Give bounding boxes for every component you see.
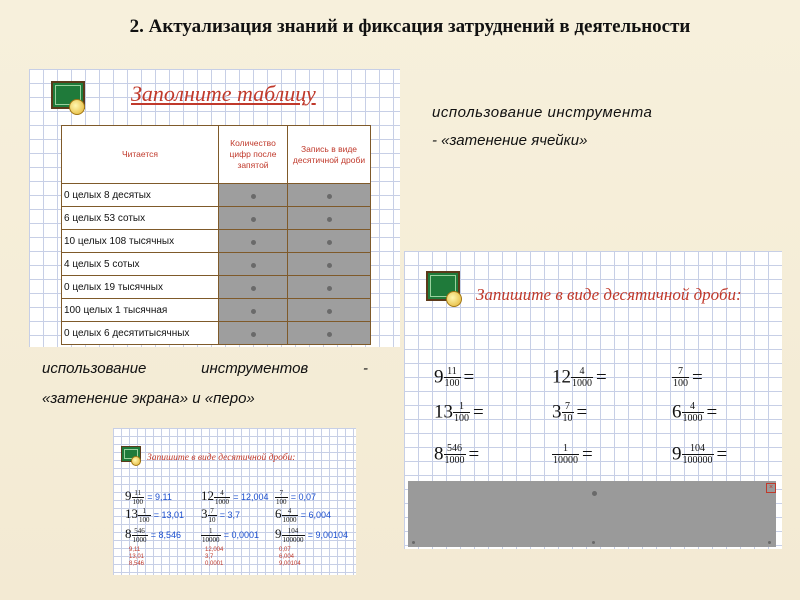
slide-heading: Заполните таблицу	[131, 81, 316, 106]
equals-sign: =	[463, 366, 475, 388]
denominator: 100000	[282, 535, 304, 544]
numerator: 4	[682, 401, 704, 413]
fraction	[682, 443, 714, 466]
equals-sign: =	[582, 443, 593, 465]
pen-answer: = 6,004	[300, 510, 332, 521]
whole-part: 3	[201, 506, 208, 521]
fraction	[282, 507, 298, 524]
fraction-exercise	[552, 366, 607, 389]
fraction	[682, 401, 704, 424]
row-reads: 0 целых 8 десятых	[62, 184, 219, 207]
fraction-exercise	[201, 526, 259, 544]
denominator: 100000	[682, 455, 713, 467]
table-row	[62, 299, 371, 322]
table-row	[62, 253, 371, 276]
pen-answer: = 0,0001	[223, 530, 260, 541]
slide-decimal-exercise	[404, 251, 782, 549]
denominator: 10	[208, 515, 216, 524]
shaded-cell[interactable]	[219, 207, 288, 230]
fraction	[275, 489, 288, 506]
shaded-cell[interactable]	[288, 276, 371, 299]
note-cell-shading: использование инструмента - «затенение ячейки»	[432, 104, 653, 149]
lightbulb-icon	[69, 99, 85, 115]
slide-pen-answers	[113, 428, 356, 575]
lightbulb-icon	[131, 456, 141, 466]
row-reads: 6 целых 53 сотых	[62, 207, 219, 230]
table-row	[62, 207, 371, 230]
fraction-exercise	[552, 401, 587, 424]
shaded-cell[interactable]	[219, 253, 288, 276]
fraction-exercise	[552, 443, 593, 466]
whole-part: 9	[275, 526, 282, 541]
fraction-exercise	[275, 526, 348, 544]
numerator: 1	[138, 507, 151, 516]
denominator: 1000	[682, 413, 703, 425]
numerator: 4	[571, 366, 593, 378]
fraction-exercise	[275, 488, 316, 506]
whole-part: 12	[201, 488, 214, 503]
fraction	[444, 366, 461, 389]
pen-answer: = 9,00104	[307, 530, 349, 541]
page-title: 2. Актуализация знаний и фиксация затруднений в деятельности	[129, 16, 691, 37]
pen-answer: = 9,11	[147, 492, 172, 503]
whole-part: 8	[125, 526, 132, 541]
denominator: 10	[562, 413, 573, 425]
fraction	[214, 489, 230, 506]
shaded-cell[interactable]	[219, 230, 288, 253]
fraction-exercise	[672, 366, 703, 389]
numerator: 1	[552, 443, 579, 455]
shaded-cell[interactable]	[288, 299, 371, 322]
numerator: 7	[672, 366, 689, 378]
denominator: 1000	[215, 497, 229, 506]
fraction-exercise	[125, 488, 172, 506]
slide-fill-table	[29, 69, 400, 347]
denominator: 1000	[444, 455, 465, 467]
denominator: 100	[444, 378, 460, 390]
header-digits: Количество цифр после запятой	[219, 126, 288, 184]
table-row	[62, 184, 371, 207]
denominator: 10000	[553, 455, 578, 467]
denominator: 1000	[282, 515, 297, 524]
fraction-exercise	[125, 506, 184, 524]
denominator: 100	[139, 515, 150, 524]
fraction-exercise	[434, 366, 474, 389]
fraction	[132, 527, 148, 544]
row-reads: 100 целых 1 тысячная	[62, 299, 219, 322]
whole-part: 9	[125, 488, 132, 503]
shaded-cell[interactable]	[288, 253, 371, 276]
whole-part: 9	[434, 366, 444, 388]
fraction	[672, 366, 689, 389]
fraction-exercise	[672, 443, 727, 466]
fraction	[282, 527, 305, 544]
numerator: 546	[132, 527, 148, 536]
fraction	[208, 507, 217, 524]
fraction-exercise	[434, 401, 484, 424]
shaded-cell[interactable]	[288, 230, 371, 253]
shaded-cell[interactable]	[288, 207, 371, 230]
numerator: 104	[682, 443, 714, 455]
row-reads: 0 целых 19 тысячных	[62, 276, 219, 299]
numerator: 1	[453, 401, 470, 413]
row-reads: 0 целых 6 десятитысячных	[62, 322, 219, 345]
lightbulb-icon	[446, 291, 462, 307]
fraction	[552, 443, 579, 466]
numerator: 104	[282, 527, 305, 536]
numerator: 7	[562, 401, 574, 413]
table-row	[62, 322, 371, 345]
slide-heading: Запишите в виде десятичной дроби:	[476, 285, 742, 304]
equals-sign: =	[468, 443, 480, 465]
denominator: 1000	[572, 378, 592, 390]
fraction	[453, 401, 470, 424]
shaded-cell[interactable]	[288, 184, 371, 207]
denominator: 1000	[132, 535, 147, 544]
numerator: 546	[444, 443, 466, 455]
table-row	[62, 230, 371, 253]
equals-sign: =	[692, 366, 703, 388]
pen-answer: = 3,7	[219, 510, 241, 521]
table-row	[62, 276, 371, 299]
whole-part: 13	[125, 506, 138, 521]
fraction	[571, 366, 593, 389]
row-reads: 10 целых 108 тысячных	[62, 230, 219, 253]
denominator: 100	[132, 497, 143, 506]
fraction	[138, 507, 151, 524]
fraction	[444, 443, 466, 466]
fraction-exercise	[201, 506, 240, 524]
answers-column: 0,07 6,004 9,00104	[279, 547, 301, 567]
fraction	[562, 401, 574, 424]
answers-column: 9,11 13,01 8,546	[129, 547, 145, 567]
numerator: 11	[132, 489, 145, 498]
denominator: 100	[454, 413, 469, 425]
equals-sign: =	[716, 443, 728, 465]
note-screen-shading-pen: использование инструментов - «затенение экрана» и «перо»	[42, 360, 368, 407]
equals-sign: =	[473, 401, 484, 423]
shaded-cell[interactable]	[219, 322, 288, 345]
shaded-cell[interactable]	[219, 276, 288, 299]
answers-column: 12,004 3,7 0,0001	[205, 547, 224, 567]
whole-part: 9	[672, 443, 682, 465]
fraction-exercise	[125, 526, 181, 544]
pen-answer: = 12,004	[233, 492, 269, 503]
screen-shade[interactable]	[408, 481, 776, 547]
shaded-cell[interactable]	[219, 184, 288, 207]
shaded-cell[interactable]	[219, 299, 288, 322]
fraction-exercise	[434, 443, 479, 466]
numerator: 7	[208, 507, 217, 516]
header-reads: Читается	[62, 126, 219, 184]
whole-part: 8	[434, 443, 444, 465]
whole-part: 13	[434, 401, 453, 423]
shaded-cell[interactable]	[288, 322, 371, 345]
decimal-table	[61, 125, 371, 345]
fraction	[201, 527, 221, 544]
fraction	[132, 489, 145, 506]
header-decimal: Запись в виде десятичной дроби	[288, 126, 371, 184]
fraction-exercise	[275, 506, 331, 524]
numerator: 4	[282, 507, 298, 516]
close-icon[interactable]: ×	[766, 483, 776, 493]
numerator: 4	[214, 489, 230, 498]
whole-part: 6	[275, 506, 282, 521]
whole-part: 6	[672, 401, 682, 423]
equals-sign: =	[576, 401, 588, 423]
pen-answer: = 8,546	[150, 530, 182, 541]
numerator: 11	[444, 366, 461, 378]
whole-part: 12	[552, 366, 571, 388]
equals-sign: =	[706, 401, 718, 423]
equals-sign: =	[596, 366, 607, 388]
denominator: 100	[673, 378, 688, 390]
pen-answer: = 0,07	[290, 492, 317, 503]
fraction-exercise	[201, 488, 269, 506]
numerator: 7	[275, 489, 288, 498]
denominator: 10000	[202, 535, 220, 544]
pen-answer: = 13,01	[153, 510, 185, 521]
slide-heading: Запишите в виде десятичной дроби:	[147, 453, 296, 463]
denominator: 100	[276, 497, 287, 506]
whole-part: 3	[552, 401, 562, 423]
row-reads: 4 целых 5 сотых	[62, 253, 219, 276]
fraction-exercise	[672, 401, 717, 424]
numerator: 1	[201, 527, 221, 536]
